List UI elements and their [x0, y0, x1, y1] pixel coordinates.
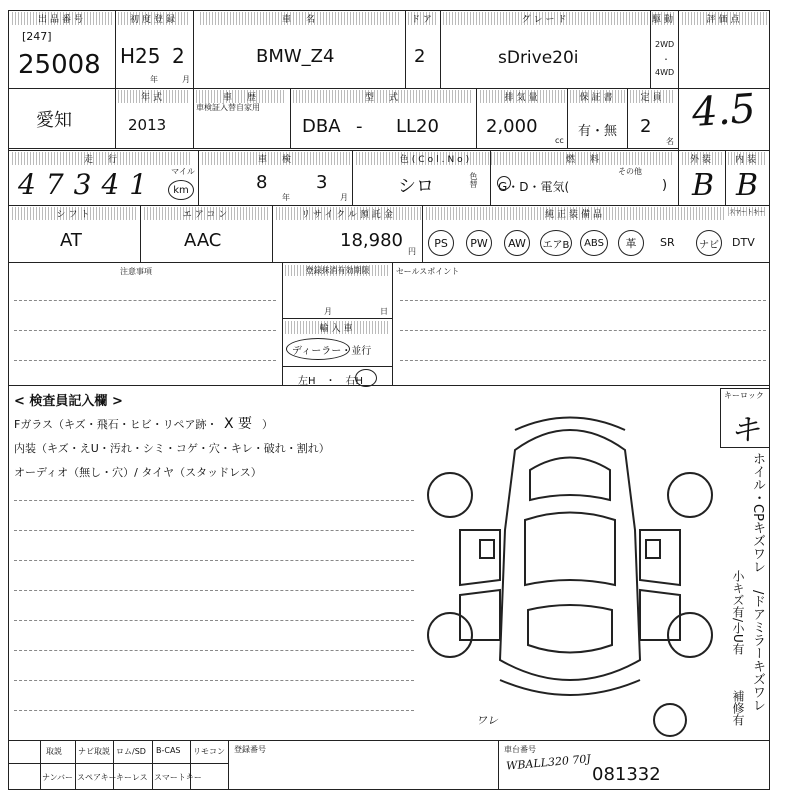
import-options: ディーラー・並行 [292, 346, 372, 357]
row4-bottom-line [8, 262, 770, 263]
model-year: 2013 [128, 116, 167, 134]
inspection-title: < 検査員記入欄 > [14, 394, 123, 409]
divider [490, 150, 491, 205]
vin-label: 車台番号 [504, 745, 536, 754]
footer-spare-key: スペアキー [77, 773, 117, 782]
grade-label: グレード [443, 12, 648, 25]
divider [725, 150, 726, 205]
divider [290, 88, 291, 148]
cc-label: 排気量 [480, 90, 565, 103]
divider [422, 205, 423, 262]
score-label: 評価点 [682, 12, 767, 25]
lot-number: 25008 [18, 50, 101, 80]
dash-line [14, 330, 276, 331]
drive-label: 駆動 [652, 12, 676, 25]
divider [282, 366, 392, 367]
ac-label: エアコン [144, 207, 269, 220]
equipment-label: 純正装備品 [426, 207, 724, 220]
equip-navi: ナビ [696, 230, 722, 256]
footer-bcas: B-CAS [156, 746, 181, 755]
footer-remote: リモコン [193, 747, 225, 756]
dealer-circle [286, 338, 350, 360]
divider [282, 318, 392, 319]
model-label: 型 式 [293, 90, 473, 103]
fuel-gasoline-circle [497, 176, 511, 190]
score: 4.5 [690, 85, 758, 137]
color-label: 色(Col.No) [356, 152, 516, 165]
inspection-month: 3 [316, 172, 328, 193]
shift-label: シフト [12, 207, 137, 220]
unit-km: km [168, 180, 194, 200]
dash-line [14, 590, 414, 591]
car-diagram [420, 410, 720, 740]
dash-line [14, 680, 414, 681]
drive-4wd: 4WD [655, 68, 675, 77]
notes-bottom-line [8, 385, 770, 386]
import-label: 輸入車 [285, 321, 390, 334]
fuel-label: 燃 料 [494, 152, 674, 165]
divider [140, 205, 141, 262]
divider [198, 150, 199, 205]
divider [272, 205, 273, 262]
drive-dot: ・ [662, 55, 670, 64]
smartkey-label: スマートキー [729, 209, 765, 216]
footer-top-line [8, 740, 770, 741]
dash-line [14, 620, 414, 621]
recycle-label: リサイクル預託金 [276, 207, 421, 220]
dash-line [400, 330, 766, 331]
inspection-label: 車 検 [202, 152, 350, 165]
row3-bottom-line [8, 205, 770, 206]
lot-bracket: [247] [22, 30, 52, 43]
equip-abs: ABS [580, 230, 608, 256]
inspection-year: 8 [256, 172, 268, 193]
exterior-grade: B [692, 168, 715, 203]
dash-line [400, 300, 766, 301]
divider [650, 10, 651, 88]
footer-manual: 取説 [46, 747, 62, 756]
divider [75, 740, 76, 790]
inspection-line2: 内装（キズ・えU・汚れ・シミ・コゲ・穴・キレ・破れ・割れ） [14, 442, 330, 455]
warranty: 有・無 [578, 124, 618, 139]
side-note-4: 補修有 [731, 690, 745, 726]
shift: AT [60, 230, 82, 251]
divider [40, 740, 41, 790]
footer-smart-key: スマートキー [154, 773, 202, 782]
dash-line [14, 360, 276, 361]
year-unit: 年 [150, 75, 158, 84]
equip-dtv: DTV [732, 236, 755, 249]
exterior-label: 外装 [682, 152, 722, 165]
mileage-label: 走 行 [12, 152, 192, 165]
color-change: 色替 [469, 172, 478, 188]
divider [193, 10, 194, 88]
reg-expiry-month: 月 [324, 307, 332, 316]
model-dash: - [356, 116, 363, 137]
car-name-label: 車 名 [200, 12, 400, 25]
seats-label: 定員 [630, 90, 675, 103]
divider [152, 740, 153, 790]
recycle-unit: 円 [408, 247, 416, 256]
divider [678, 10, 679, 150]
sales-point-label: セールスポイント [396, 267, 460, 276]
dash-line [14, 530, 414, 531]
divider [405, 10, 406, 88]
era-year: H25 [120, 44, 161, 68]
side-note-1: ホイル・CPキズワレ [750, 452, 765, 573]
area: 愛知 [36, 110, 72, 131]
inspection-month-unit: 月 [340, 193, 348, 202]
vin-prefix: WBALL320 70J [505, 752, 592, 773]
dash-line [400, 360, 766, 361]
dash-line [14, 650, 414, 651]
equip-sr: SR [660, 236, 675, 249]
inspection-year-unit: 年 [282, 193, 290, 202]
first-reg-label: 初度登録 [118, 12, 190, 25]
interior-label: 内装 [728, 152, 766, 165]
keylock-label: キーロック [724, 391, 764, 400]
footer-navi-manual: ナビ取説 [78, 747, 110, 756]
doors: 2 [414, 46, 426, 67]
color: シロ [398, 176, 434, 197]
displacement: 2,000 [486, 116, 538, 137]
footer-keyless: キーレス [116, 773, 148, 782]
diagram-mark: ワレ [476, 714, 498, 727]
equip-airbag: エアB [540, 230, 572, 256]
divider [440, 10, 441, 88]
equip-aw: AW [504, 230, 530, 256]
divider [498, 740, 499, 790]
model-code: LL20 [396, 116, 439, 137]
footer-mid-line [8, 763, 228, 764]
side-note-3: 小キズ有/小U有 [731, 570, 745, 655]
equip-leather: 革 [618, 230, 644, 256]
seats: 2 [640, 116, 652, 137]
unit-mile: マイル [171, 166, 195, 176]
row3-top-line [8, 150, 770, 151]
equip-ps: PS [428, 230, 454, 256]
recycle-fee: 18,980 [340, 230, 403, 251]
history-sub: 車検証入替自家用 [196, 103, 260, 112]
equip-pw: PW [466, 230, 492, 256]
dash-line [14, 710, 414, 711]
steering: 左H ・ 右H [298, 376, 364, 387]
keylock-mark: キ [730, 413, 760, 448]
history-label: 車 歴 [196, 90, 286, 103]
inspection-line1: Fガラス（キズ・飛石・ヒビ・リペア跡・ [14, 418, 218, 431]
divider [352, 150, 353, 205]
fuel: G・D・電気( [498, 180, 570, 194]
vin-number: 081332 [592, 764, 661, 785]
model-prefix: DBA [302, 116, 341, 137]
warranty-label: 保証書 [570, 90, 625, 103]
cc-unit: cc [555, 136, 564, 145]
inspection-line3: オーディオ（無し・穴）/ タイヤ（スタッドレス） [14, 466, 262, 479]
drive-2wd: 2WD [655, 40, 675, 49]
row1-bottom-line [8, 88, 770, 89]
divider [115, 10, 116, 88]
side-note-2: /ドアミラーキズワレ [750, 590, 765, 712]
grade: sDrive20i [498, 48, 579, 68]
divider [392, 262, 393, 385]
door-label: ドア [408, 12, 438, 25]
caution-label: 注意事項 [120, 267, 152, 276]
inspection-line1-mark: X 要 [224, 416, 253, 432]
first-reg-month: 2 [172, 44, 185, 68]
seats-unit: 名 [666, 137, 674, 146]
fuel-close: ) [662, 178, 668, 193]
footer-rom-sd: ロム/SD [116, 747, 146, 756]
divider [567, 88, 568, 148]
right-hand-circle [355, 369, 377, 387]
fuel-other: その他 [618, 167, 642, 176]
divider [228, 740, 229, 790]
reg-expiry-label: 登録抹消有効期限 [285, 265, 390, 276]
divider [627, 88, 628, 148]
dash-line [14, 560, 414, 561]
divider [678, 150, 679, 205]
footer-number-plate: ナンバー [42, 773, 74, 782]
reg-number-label: 登録番号 [234, 745, 266, 754]
inspection-line1-close: ） [262, 418, 273, 431]
divider [476, 88, 477, 148]
mileage: 47341 [18, 168, 158, 201]
air-conditioner: AAC [184, 230, 222, 251]
dash-line [14, 300, 276, 301]
divider [193, 88, 194, 148]
interior-grade: B [736, 168, 759, 203]
row2-bottom-line [8, 148, 678, 149]
car-name: BMW_Z4 [256, 46, 335, 67]
month-unit: 月 [182, 75, 190, 84]
reg-expiry-day: 日 [380, 307, 388, 316]
lot-label: 出品番号 [12, 12, 112, 25]
dash-line [14, 500, 414, 501]
year-label: 年式 [118, 90, 188, 103]
divider [115, 88, 116, 148]
